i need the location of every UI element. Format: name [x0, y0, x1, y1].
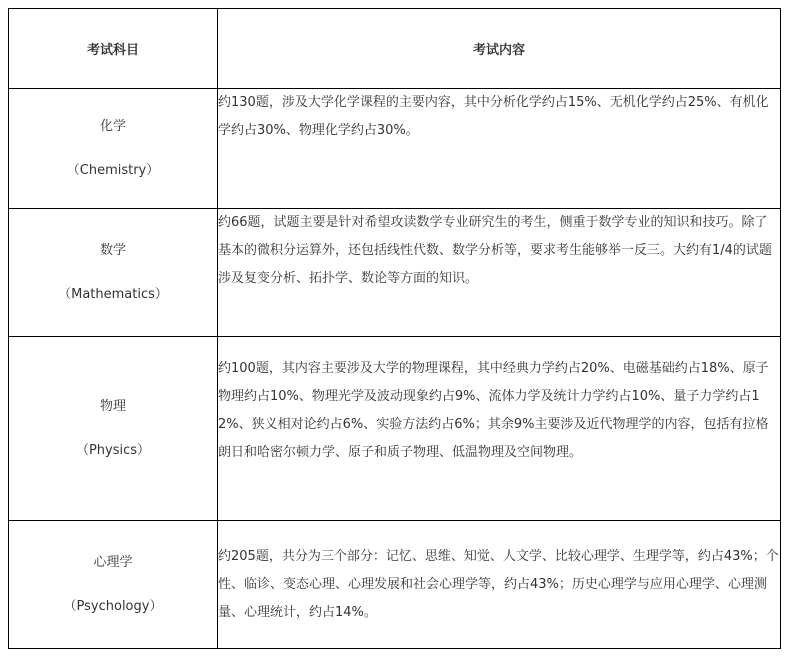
header-content: 考试内容	[218, 9, 781, 89]
content-cell: 约130题，涉及大学化学课程的主要内容，其中分析化学约占15%、无机化学约占25%、有机化学约占30%、物理化学约占30%。	[218, 89, 781, 209]
subject-name: 化学	[99, 118, 126, 134]
subject-name: 心理学	[93, 554, 133, 570]
content-cell: 约100题，其内容主要涉及大学的物理课程，其中经典力学约占20%、电磁基础约占18%、原子物理约占10%、物理光学及波动现象约占9%、流体力学及统计力学约占10%、量子力学约占12%、狭义相对论约占6%、实验方法约占6%；其余9%主要涉及近代物理学的内容，包括有拉格朗日和哈密尔顿力学、原子和质子物理、低温物理及空间物理。	[218, 337, 781, 521]
table-row-physics	[9, 337, 781, 521]
table-row-mathematics	[9, 209, 781, 337]
subject-cell	[9, 89, 218, 209]
subject-english: （Mathematics）	[58, 286, 168, 302]
content-cell: 约205题，共分为三个部分：记忆、思维、知觉、人文学、比较心理学、生理学等，约占43%；个性、临诊、变态心理、心理发展和社会心理学等，约占43%；历史心理学与应用心理学、心理测量、心理统计，约占14%。	[218, 521, 781, 649]
subject-english: （Psychology）	[63, 598, 163, 614]
subject-name: 数学	[99, 242, 126, 258]
subject-cell	[9, 209, 218, 337]
content-cell: 约66题，试题主要是针对希望攻读数学专业研究生的考生，侧重于数学专业的知识和技巧。除了基本的微积分运算外，还包括线性代数、数学分析等，要求考生能够举一反三。大约有1/4的试题涉及复变分析、拓扑学、数论等方面的知识。	[218, 209, 781, 337]
table-row-psychology	[9, 521, 781, 649]
table-row-chemistry	[9, 89, 781, 209]
subject-english: （Physics）	[75, 442, 151, 458]
subject-english: （Chemistry）	[66, 162, 160, 178]
subject-cell	[9, 521, 218, 649]
table-header-row	[9, 9, 781, 89]
header-subject: 考试科目	[9, 9, 218, 89]
subject-cell	[9, 337, 218, 521]
exam-subjects-table	[8, 8, 781, 649]
subject-name: 物理	[99, 398, 126, 414]
